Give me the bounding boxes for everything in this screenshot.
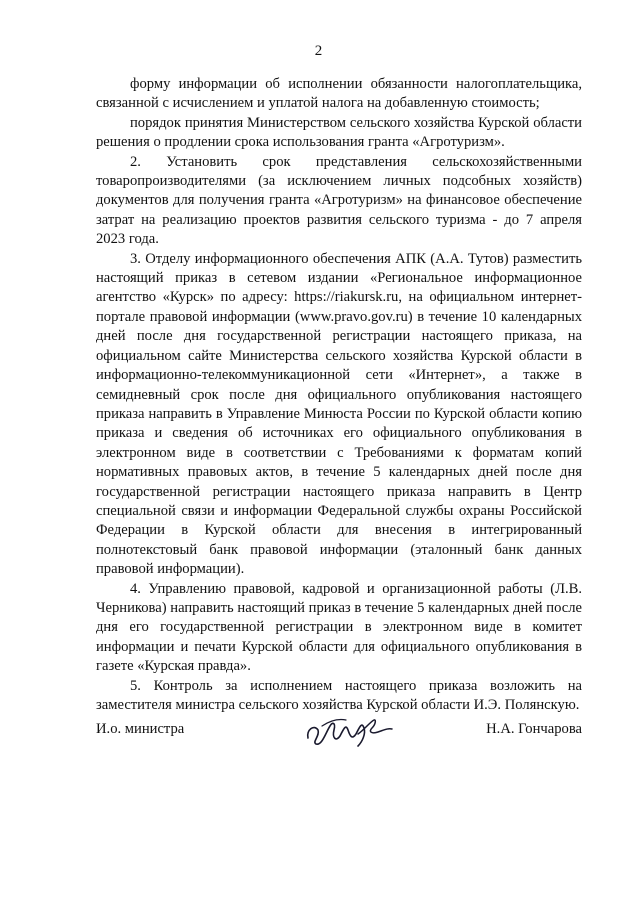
paragraph-item-2: 2. Установить срок представления сельскохозяйственными товаропроизводителями (за исключением личных подсобных хозяйств) документов для получения гранта «Агротуризм» на финансовое обеспечение затрат на реализацию проектов развития сельского туризма - до 7 апреля 2023 года. — [96, 153, 582, 248]
page-number: 2 — [314, 43, 323, 59]
paragraph-item-5: 5. Контроль за исполнением настоящего приказа возложить на заместителя министра сельского хозяйства Курской области И.Э. Полянскую. — [96, 677, 582, 713]
handwritten-signature — [302, 712, 394, 750]
signatory-position: И.о. министра — [96, 721, 185, 737]
document-body — [96, 75, 582, 715]
paragraph-item-4: 4. Управлению правовой, кадровой и организационной работы (Л.В. Черникова) направить настоящий приказ в течение 5 календарных дней после дня его государственной регистрации в электронном виде в комитет информации и печати Курской области для официального опубликования в газете «Курская правда». — [96, 580, 582, 675]
paragraph-item-3: 3. Отделу информационного обеспечения АПК (А.А. Тутов) разместить настоящий приказ в сетевом издании «Региональное информационное агентство «Курск» по адресу: https://riakursk.ru, на официальном интернет-портале правовой информации (www.pravo.gov.ru) в течение 10 календарных дней после дня государственной регистрации настоящего приказа, на официальном сайте Министерства сельского хозяйства Курской области в информационно-телекоммуникационной сети «Интернет», а также в семидневный срок после дня официального опубликования настоящего приказа направить в Управление Минюста России по Курской области копию приказа и сведения об источниках его официального опубликования в электронном виде в соответствии с Требованиями к форматам копий нормативных правовых актов, в течение 5 календарных дней после дня государственной регистрации настоящего приказа направить в Центр специальной связи и информации Федеральной службы охраны Российской Федерации в Курской области для внесения в интегрированный полнотекстовый банк правовой информации (эталонный банк данных правовой информации). — [96, 250, 582, 578]
paragraph-grant-extension-procedure: порядок принятия Министерством сельского хозяйства Курской области решения о продлении срока использования гранта «Агротуризм». — [96, 114, 582, 151]
signature-block — [96, 712, 582, 752]
signatory-name: Н.А. Гончарова — [486, 721, 582, 737]
paragraph-tax-form: форму информации об исполнении обязанности налогоплательщика, связанной с исчислением и уплатой налога на добавленную стоимость; — [96, 76, 582, 112]
